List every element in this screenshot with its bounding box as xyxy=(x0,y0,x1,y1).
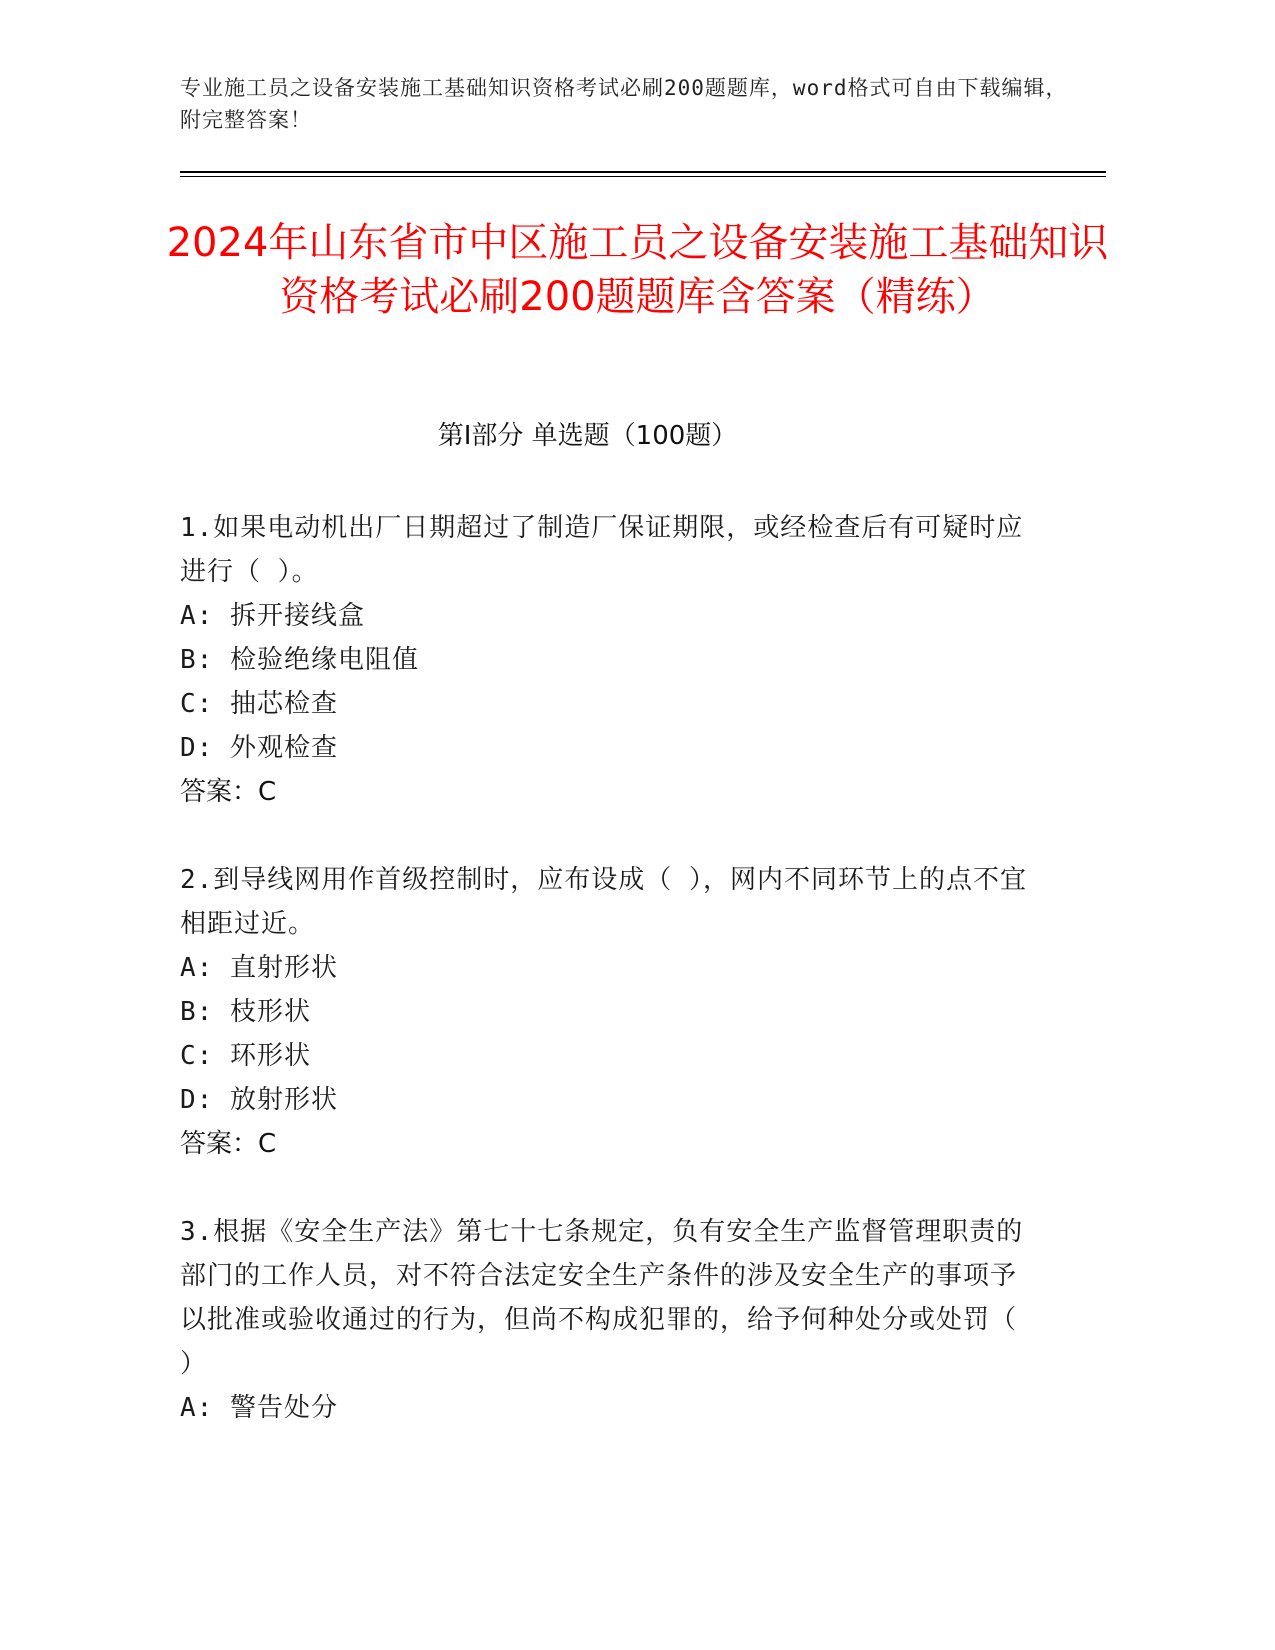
question-list xyxy=(180,506,1040,1474)
option-a: A: 拆开接线盒 xyxy=(180,601,365,631)
question-3 xyxy=(180,1210,1040,1430)
question-stem: 1.如果电动机出厂日期超过了制造厂保证期限，或经检查后有可疑时应进行（ ）。 xyxy=(180,513,1024,587)
option-d: D: 放射形状 xyxy=(180,1085,338,1115)
option-b: B: 检验绝缘电阻值 xyxy=(180,645,419,675)
answer: 答案：C xyxy=(180,1129,277,1159)
option-c: C: 抽芯检查 xyxy=(180,689,338,719)
question-2 xyxy=(180,858,1040,1166)
question-stem: 2.到导线网用作首级控制时，应布设成（ ），网内不同环节上的点不宜相距过近。 xyxy=(180,865,1027,939)
option-c: C: 环形状 xyxy=(180,1041,311,1071)
question-1 xyxy=(180,506,1040,814)
document-title: 2024年山东省市中区施工员之设备安装施工基础知识资格考试必刷200题题库含答案（精练） xyxy=(166,220,1109,320)
option-a: A: 警告处分 xyxy=(180,1393,338,1423)
answer: 答案：C xyxy=(180,777,277,807)
question-stem: 3.根据《安全生产法》第七十七条规定，负有安全生产监督管理职责的部门的工作人员，对不符合法定安全生产条件的涉及安全生产的事项予以批准或验收通过的行为，但尚不构成犯罪的，给予何种处分或处罚（ ） xyxy=(180,1217,1024,1379)
section-heading: 第Ⅰ部分 单选题（100题） xyxy=(437,421,738,451)
option-b: B: 枝形状 xyxy=(180,997,311,1027)
option-d: D: 外观检查 xyxy=(180,733,338,763)
header-note: 专业施工员之设备安装施工基础知识资格考试必刷200题题库，word格式可自由下载编辑，附完整答案！ xyxy=(180,76,1068,132)
option-a: A: 直射形状 xyxy=(180,953,338,983)
header-rule-thick xyxy=(180,171,1106,173)
header-rule-thin xyxy=(180,176,1106,177)
